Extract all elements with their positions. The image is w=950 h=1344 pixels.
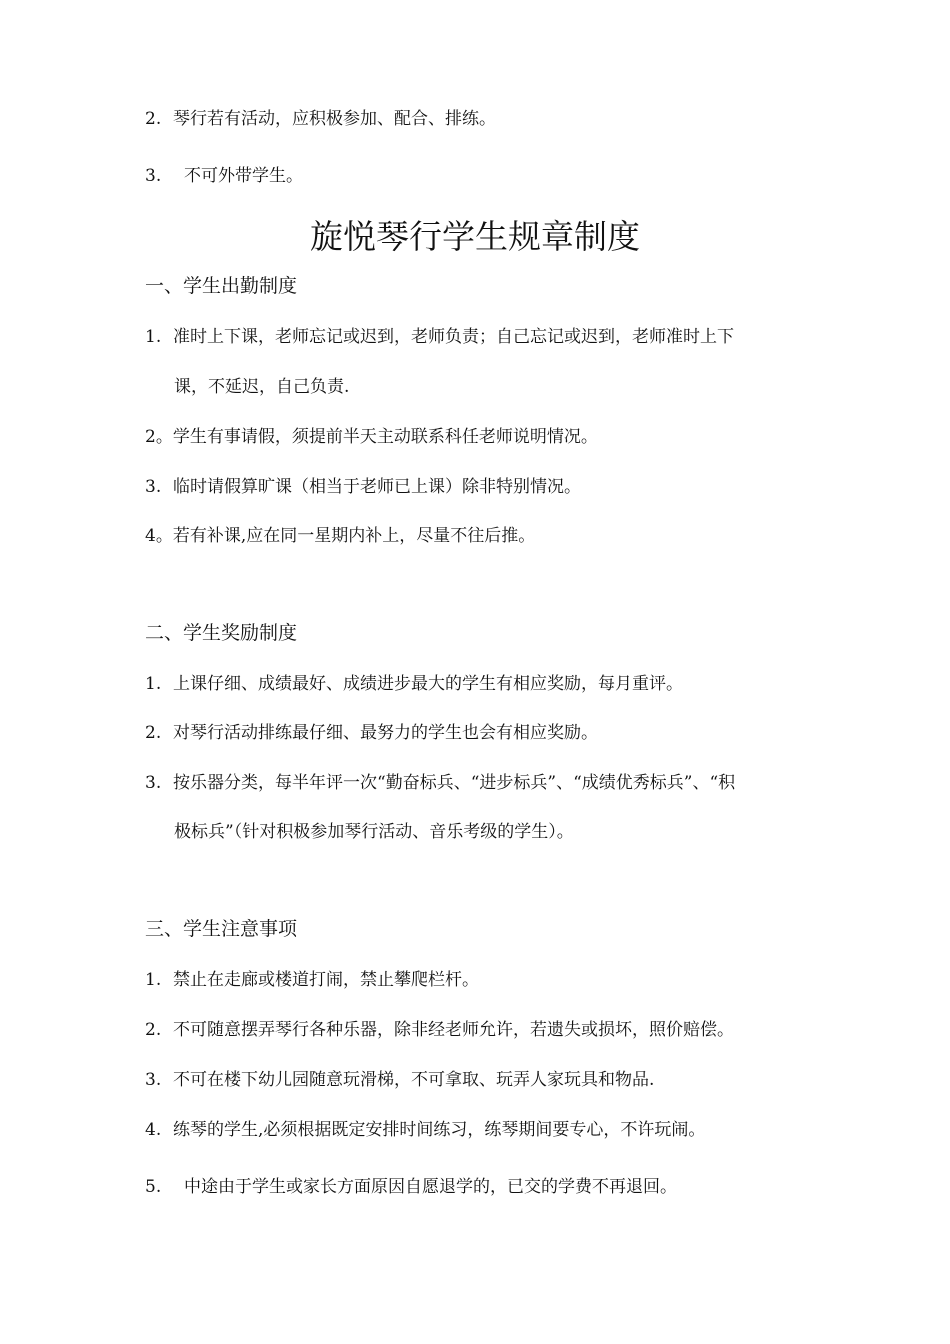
item-text: 练琴的学生,必须根据既定安排时间练习，练琴期间要专心，不许玩闹。 [173, 1120, 706, 1140]
item-number: 3. [145, 773, 162, 793]
list-item [145, 1175, 677, 1199]
list-item [145, 968, 479, 992]
list-item [145, 425, 598, 449]
item-text: 不可随意摆弄琴行各种乐器，除非经老师允许，若遗失或损坏，照价赔偿。 [173, 1020, 734, 1040]
list-item [145, 107, 496, 131]
list-item [145, 1118, 705, 1142]
item-text: 中途由于学生或家长方面原因自愿退学的，已交的学费不再退回。 [184, 1177, 677, 1197]
item-text: 准时上下课，老师忘记或迟到，老师负责；自己忘记或迟到，老师准时上下 [173, 327, 734, 347]
item-number: 1. [145, 327, 162, 347]
list-item [145, 325, 734, 349]
item-continuation: 极标兵”（针对积极参加琴行活动、音乐考级的学生）。 [174, 822, 574, 842]
item-number: 3. [145, 477, 162, 497]
list-item [145, 771, 735, 795]
item-text: 不可外带学生。 [184, 166, 303, 186]
item-text: 若有补课,应在同一星期内补上，尽量不往后推。 [172, 526, 536, 546]
item-number: 4. [145, 1120, 162, 1140]
item-text: 禁止在走廊或楼道打闹，禁止攀爬栏杆。 [173, 970, 479, 990]
item-text: 按乐器分类，每半年评一次“勤奋标兵、“进步标兵”、“成绩优秀标兵”、“积 [173, 773, 736, 793]
item-text: 上课仔细、成绩最好、成绩进步最大的学生有相应奖励，每月重评。 [173, 674, 683, 694]
item-continuation: 课，不延迟，自己负责. [174, 377, 350, 397]
item-number: 5. [145, 1177, 162, 1197]
list-item [145, 1068, 654, 1092]
section-heading: 三、学生注意事项 [145, 918, 298, 940]
list-item [145, 164, 303, 188]
item-number: 2. [145, 109, 162, 129]
item-number: 2. [145, 723, 162, 743]
item-number: 1. [145, 674, 162, 694]
item-text: 不可在楼下幼儿园随意玩滑梯，不可拿取、玩弄人家玩具和物品. [173, 1070, 655, 1090]
item-number: 3. [145, 166, 162, 186]
list-item [145, 1018, 734, 1042]
item-number: 2。 [145, 427, 173, 447]
list-item [145, 524, 535, 548]
list-item [145, 721, 598, 745]
item-number: 1. [145, 970, 162, 990]
item-number: 2. [145, 1020, 162, 1040]
list-item [145, 672, 683, 696]
section-heading: 一、学生出勤制度 [145, 275, 298, 297]
list-item [145, 475, 581, 499]
item-text: 琴行若有活动，应积极参加、配合、排练。 [173, 109, 496, 129]
item-text: 临时请假算旷课（相当于老师已上课）除非特别情况。 [173, 477, 581, 497]
item-text: 学生有事请假，须提前半天主动联系科任老师说明情况。 [172, 427, 598, 447]
document-title: 旋悦琴行学生规章制度 [310, 217, 640, 256]
item-number: 4。 [145, 526, 173, 546]
item-text: 对琴行活动排练最仔细、最努力的学生也会有相应奖励。 [173, 723, 598, 743]
section-heading: 二、学生奖励制度 [145, 622, 298, 644]
item-number: 3. [145, 1070, 162, 1090]
